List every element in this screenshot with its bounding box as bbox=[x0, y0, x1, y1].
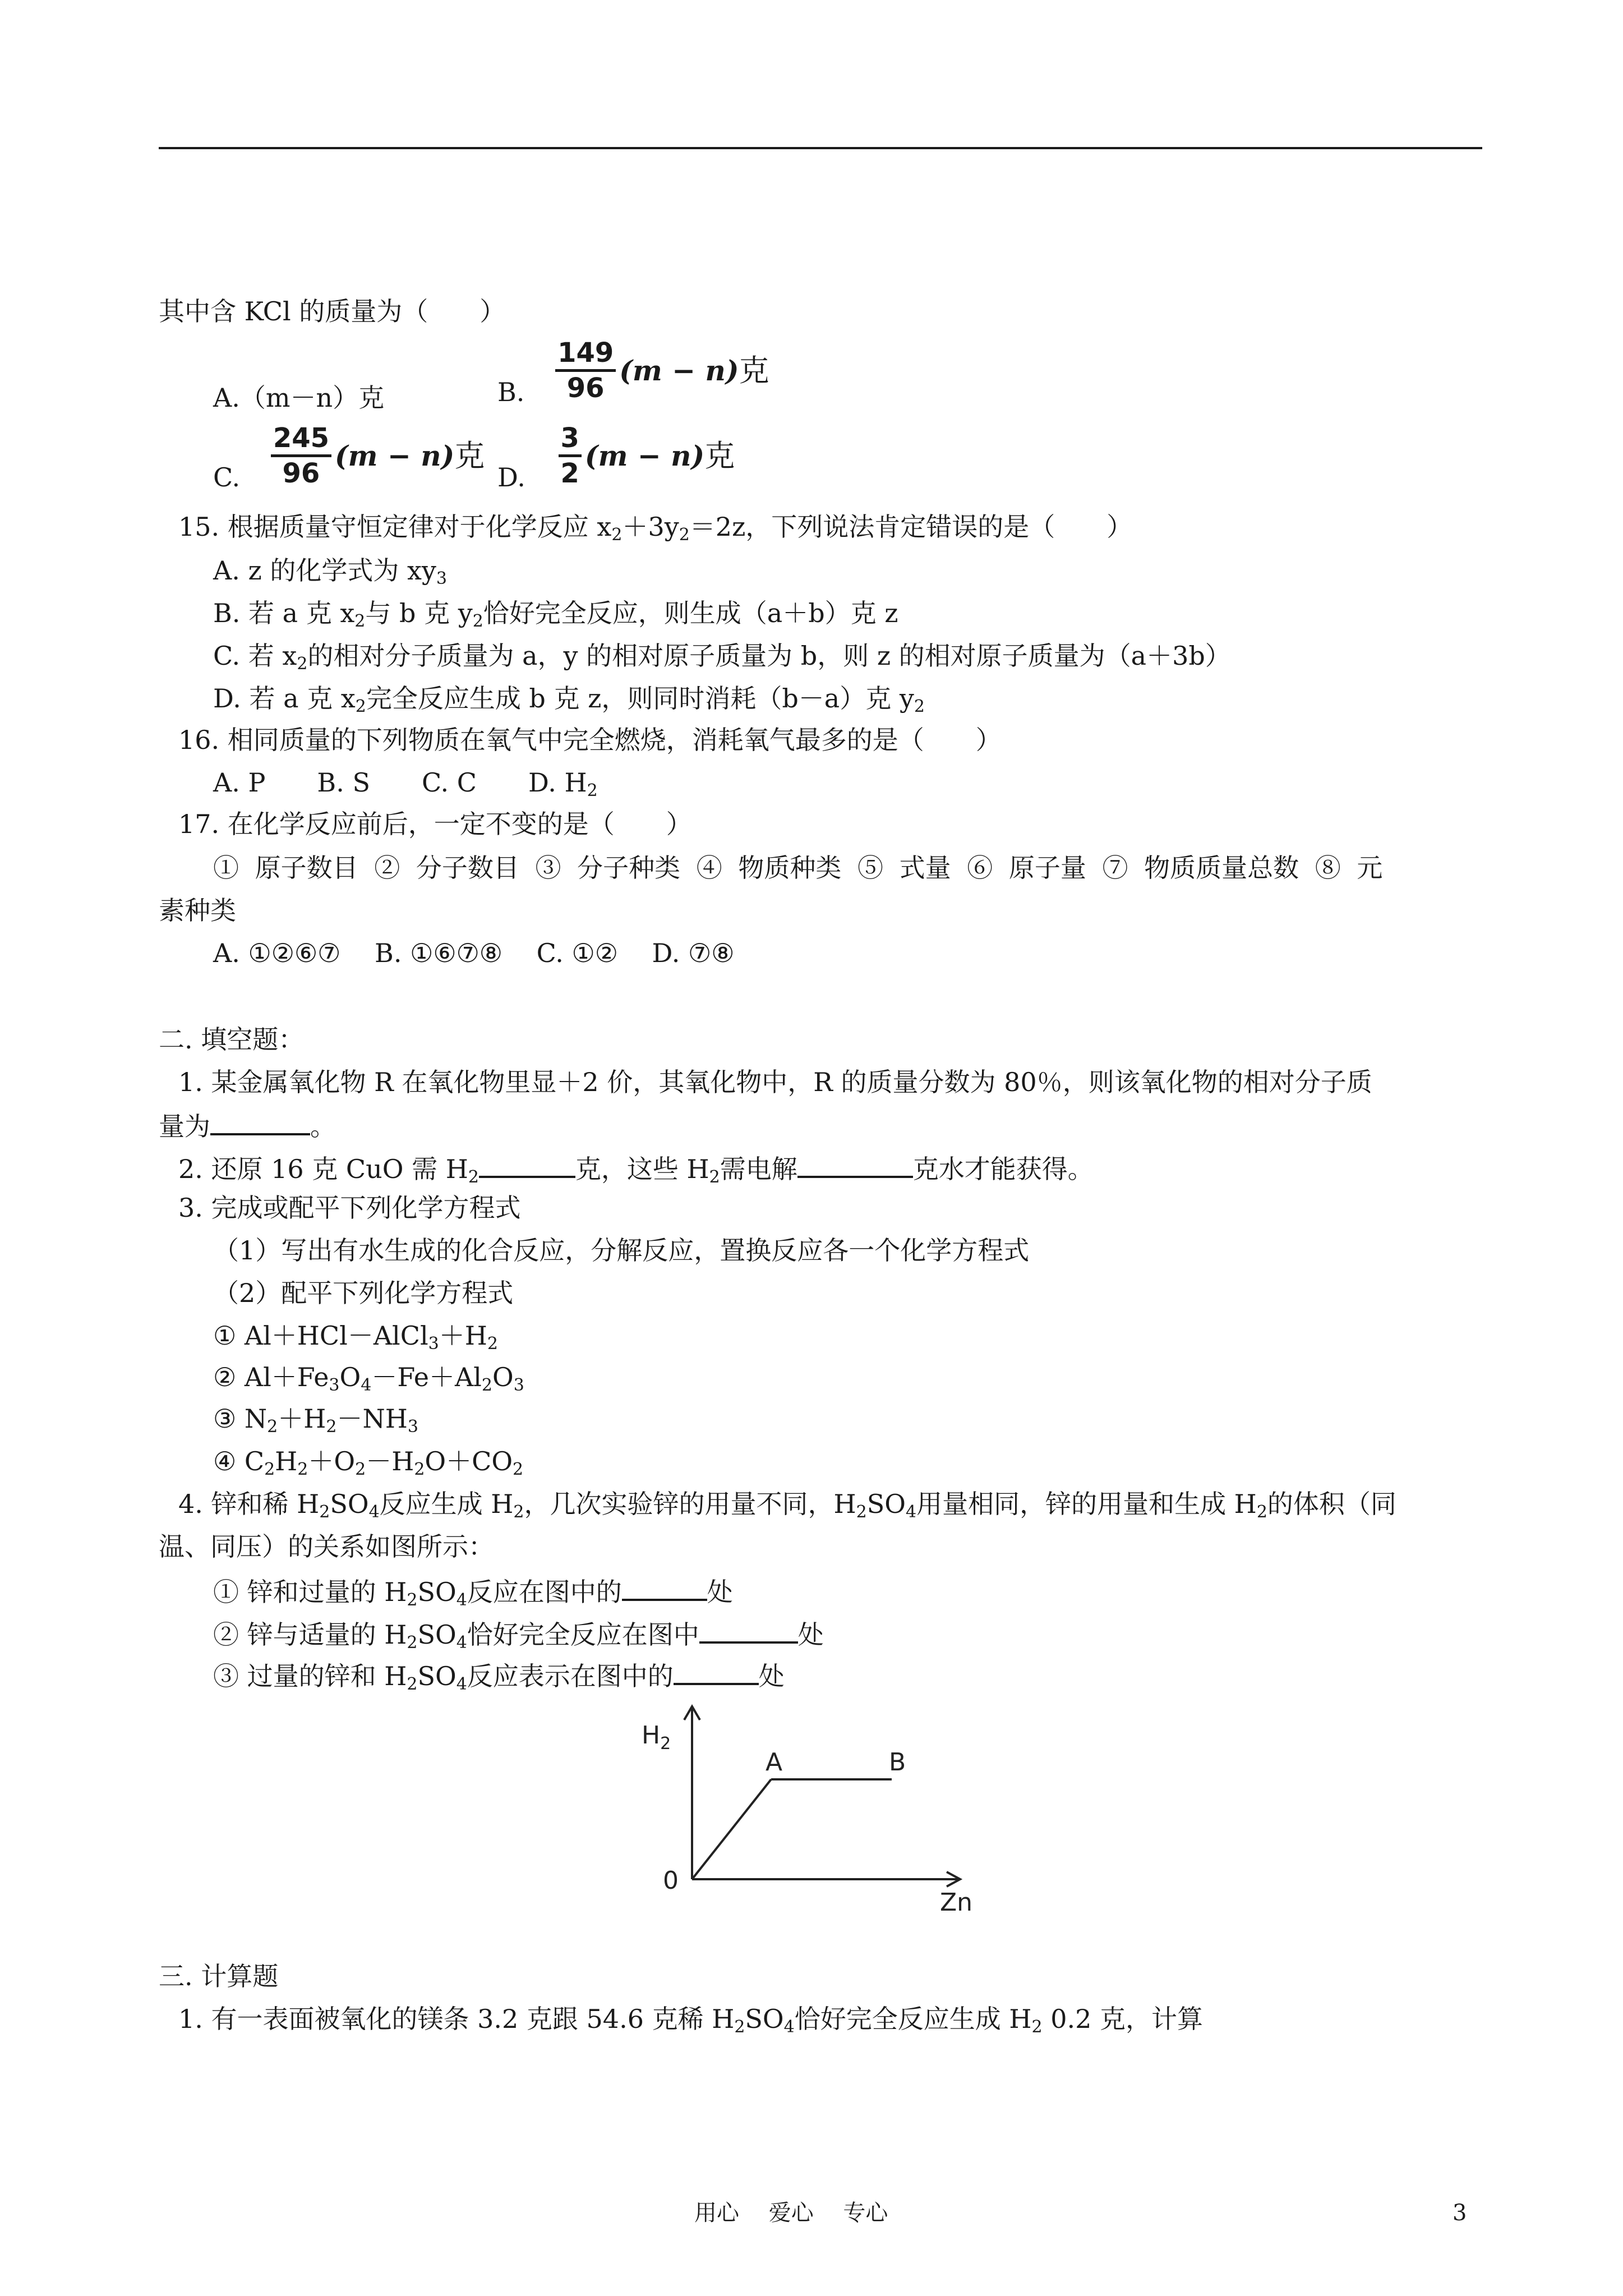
q14-option-d-label: D. bbox=[497, 462, 525, 493]
s2-q1-line2 bbox=[159, 1111, 336, 1142]
rising-segment bbox=[692, 1779, 771, 1879]
eq-text: ① Al＋HCl－AlCl bbox=[213, 1320, 428, 1351]
q4-sub: 4 bbox=[456, 1633, 467, 1653]
page-number: 3 bbox=[1453, 2200, 1467, 2226]
q4-sub: 2 bbox=[856, 1502, 867, 1522]
equation-3 bbox=[213, 1404, 418, 1437]
eq-text: －Fe＋Al bbox=[371, 1362, 482, 1392]
s3-q1 bbox=[178, 2004, 1203, 2037]
q4-text: 处 bbox=[797, 1619, 824, 1650]
eq-text: ③ N bbox=[213, 1404, 268, 1434]
q14-b-numerator: 149 bbox=[555, 339, 616, 372]
eq-sub: 3 bbox=[329, 1375, 340, 1395]
q15-d-sub: 2 bbox=[914, 697, 925, 716]
s2-q4-item2 bbox=[213, 1619, 824, 1653]
q16-options bbox=[213, 767, 598, 800]
q4-sub: 2 bbox=[1256, 1502, 1267, 1522]
section-3-heading: 三. 计算题 bbox=[159, 1961, 279, 1991]
q14-c-numerator: 245 bbox=[271, 424, 331, 457]
s2-q4-line2: 温、同压）的关系如图所示： bbox=[159, 1531, 494, 1562]
q4-text: SO bbox=[417, 1619, 457, 1650]
q14-b-expression: (m − n) bbox=[619, 353, 739, 387]
q14-option-b-label: B. bbox=[497, 376, 525, 407]
q16-stem: 16. 相同质量的下列物质在氧气中完全燃烧，消耗氧气最多的是（ ） bbox=[178, 725, 1002, 755]
q14-option-b bbox=[497, 337, 769, 407]
s2-q1-line1: 1. 某金属氧化物 R 在氧化物里显＋2 价，其氧化物中，R 的质量分数为 80％，则该氧化物的相对分子质 bbox=[178, 1067, 1372, 1097]
answer-blank[interactable] bbox=[622, 1576, 707, 1601]
q4-text: 反应在图中的 bbox=[467, 1577, 622, 1607]
eq-text: O＋CO bbox=[425, 1446, 513, 1476]
q4-text: ② 锌与适量的 H bbox=[213, 1619, 407, 1650]
eq-sub: 4 bbox=[361, 1375, 372, 1395]
q4-sub: 4 bbox=[456, 1590, 467, 1610]
answer-blank[interactable] bbox=[210, 1111, 310, 1135]
s2-q4-line1 bbox=[178, 1489, 1396, 1522]
q14-d-denominator: 2 bbox=[560, 458, 579, 490]
q4-text: ① 锌和过量的 H bbox=[213, 1577, 407, 1607]
q15-c-sub: 2 bbox=[297, 654, 308, 674]
s2-q2-text: 克，这些 H bbox=[575, 1154, 709, 1184]
q4-sub: 2 bbox=[513, 1502, 524, 1522]
eq-text: O bbox=[492, 1362, 514, 1392]
q14-c-denominator: 96 bbox=[282, 458, 320, 490]
eq-text: ④ C bbox=[213, 1446, 265, 1476]
q4-text: 反应表示在图中的 bbox=[467, 1661, 674, 1691]
eq-text: －H bbox=[366, 1446, 414, 1476]
q4-text: SO bbox=[330, 1489, 369, 1519]
q14-option-d bbox=[497, 422, 735, 493]
q14-b-unit: 克 bbox=[739, 352, 769, 388]
eq-text: ＋H bbox=[439, 1320, 487, 1351]
equation-2 bbox=[213, 1362, 524, 1395]
s3-q1-sub: 2 bbox=[734, 2017, 745, 2037]
eq-sub: 2 bbox=[414, 1460, 425, 1479]
y-axis-label: $H_2$ bbox=[642, 1721, 671, 1754]
x-axis-label: Zn bbox=[940, 1888, 973, 1913]
q4-text: 的体积（同 bbox=[1267, 1489, 1396, 1519]
q15-c-text: 的相对分子质量为 a，y 的相对原子质量为 b，则 z 的相对原子质量为（a＋3b） bbox=[307, 641, 1231, 671]
q4-text: ③ 过量的锌和 H bbox=[213, 1661, 407, 1691]
q15-option-a bbox=[213, 555, 447, 588]
s2-q2-text: 克水才能获得。 bbox=[912, 1154, 1094, 1184]
q4-sub: 4 bbox=[368, 1502, 380, 1522]
eq-sub: 2 bbox=[513, 1460, 524, 1479]
s2-q4-item3 bbox=[213, 1660, 785, 1694]
q16-options-sub: 2 bbox=[587, 781, 598, 800]
s2-q1-text: 。 bbox=[310, 1111, 336, 1142]
q4-text: SO bbox=[417, 1661, 457, 1691]
s2-q2-text: 需电解 bbox=[720, 1154, 797, 1184]
q15-b-sub: 2 bbox=[472, 611, 483, 631]
eq-sub: 2 bbox=[481, 1375, 492, 1395]
q4-sub: 2 bbox=[407, 1590, 418, 1610]
q17-stem: 17. 在化学反应前后，一定不变的是（ ） bbox=[178, 809, 692, 839]
q15-option-d bbox=[213, 683, 925, 716]
eq-text: ＋H bbox=[278, 1404, 326, 1434]
eq-sub: 3 bbox=[407, 1417, 418, 1437]
s3-q1-sub: 2 bbox=[1031, 2017, 1043, 2037]
q15-stem-sub: 2 bbox=[679, 525, 690, 545]
answer-blank[interactable] bbox=[699, 1619, 798, 1644]
s2-q2-sub: 2 bbox=[468, 1167, 479, 1187]
q4-text: SO bbox=[866, 1489, 906, 1519]
origin-label: 0 bbox=[663, 1866, 679, 1895]
q4-sub: 2 bbox=[407, 1633, 418, 1653]
eq-sub: 2 bbox=[487, 1334, 498, 1354]
q15-b-text: 与 b 克 y bbox=[365, 598, 473, 628]
q15-b-text: B. 若 a 克 x bbox=[213, 598, 355, 628]
q14-c-unit: 克 bbox=[454, 438, 485, 473]
q4-text: 处 bbox=[758, 1661, 785, 1691]
eq-text: －NH bbox=[336, 1404, 408, 1434]
q4-text: 4. 锌和稀 H bbox=[178, 1489, 320, 1519]
q4-text: 处 bbox=[707, 1577, 733, 1607]
q14-option-c-fraction bbox=[271, 424, 331, 488]
answer-blank[interactable] bbox=[674, 1660, 759, 1685]
q14-option-a: A.（m－n）克 bbox=[213, 383, 385, 413]
q14-stem: 其中含 KCl 的质量为（ ） bbox=[159, 296, 506, 326]
q15-a-text: A. z 的化学式为 xy bbox=[213, 555, 436, 586]
eq-sub: 3 bbox=[428, 1334, 439, 1354]
s2-q2-text: 2. 还原 16 克 CuO 需 H bbox=[178, 1154, 468, 1184]
q15-c-text: C. 若 x bbox=[213, 641, 297, 671]
q15-b-sub: 2 bbox=[354, 611, 366, 631]
q14-option-c bbox=[213, 422, 485, 493]
s3-q1-text: 0.2 克，计算 bbox=[1042, 2004, 1203, 2034]
q14-b-denominator: 96 bbox=[566, 372, 605, 404]
q14-d-expression: (m − n) bbox=[584, 439, 705, 472]
header-rule bbox=[159, 147, 1482, 149]
s2-q2 bbox=[178, 1153, 1094, 1187]
point-a-label: A bbox=[766, 1748, 783, 1777]
footer-motto: 用心 爱心 专心 bbox=[694, 2200, 888, 2226]
q15-option-c bbox=[213, 641, 1231, 674]
answer-blank[interactable] bbox=[479, 1153, 575, 1178]
q4-text: 用量相同，锌的用量和生成 H bbox=[916, 1489, 1257, 1519]
equation-1 bbox=[213, 1320, 498, 1354]
s3-q1-sub: 4 bbox=[783, 2017, 795, 2037]
q15-stem-text: 15. 根据质量守恒定律对于化学反应 x bbox=[178, 512, 612, 542]
eq-sub: 2 bbox=[297, 1460, 308, 1479]
q14-option-d-fraction bbox=[559, 424, 582, 488]
eq-sub: 3 bbox=[513, 1375, 524, 1395]
q14-option-b-fraction bbox=[555, 339, 616, 403]
s3-q1-text: 恰好完全反应生成 H bbox=[794, 2004, 1032, 2034]
q15-d-sub: 2 bbox=[355, 697, 366, 716]
q15-d-text: D. 若 a 克 x bbox=[213, 683, 356, 714]
q17-options: A. ①②⑥⑦ B. ①⑥⑦⑧ C. ①② D. ⑦⑧ bbox=[213, 938, 735, 968]
s2-q1-text: 量为 bbox=[159, 1111, 210, 1142]
q14-option-c-label: C. bbox=[213, 462, 241, 493]
q4-sub: 2 bbox=[319, 1502, 330, 1522]
s3-q1-text: SO bbox=[745, 2004, 784, 2034]
q4-text: 恰好完全反应在图中 bbox=[467, 1619, 699, 1650]
eq-sub: 2 bbox=[267, 1417, 278, 1437]
s2-q3-sub2: （2）配平下列化学方程式 bbox=[213, 1278, 514, 1308]
eq-sub: 2 bbox=[355, 1460, 366, 1479]
eq-sub: 2 bbox=[264, 1460, 275, 1479]
q15-d-text: 完全反应生成 b 克 z，则同时消耗（b－a）克 y bbox=[366, 683, 914, 714]
q15-b-text: 恰好完全反应，则生成（a＋b）克 z bbox=[483, 598, 898, 628]
q14-d-numerator: 3 bbox=[559, 424, 582, 457]
q17-items: ① 原子数目 ② 分子数目 ③ 分子种类 ④ 物质种类 ⑤ 式量 ⑥ 原子量 ⑦ 物质质量总数 ⑧ 元 bbox=[213, 853, 1383, 883]
eq-text: H bbox=[275, 1446, 298, 1476]
s2-q2-sub: 2 bbox=[709, 1167, 720, 1187]
s2-q3-stem: 3. 完成或配平下列化学方程式 bbox=[178, 1193, 521, 1223]
q15-a-sub: 3 bbox=[436, 569, 447, 588]
q4-sub: 4 bbox=[905, 1502, 917, 1522]
q4-sub: 2 bbox=[407, 1674, 418, 1694]
q15-stem bbox=[178, 512, 1133, 545]
s2-q3-sub1: （1）写出有水生成的化合反应，分解反应，置换反应各一个化学方程式 bbox=[213, 1235, 1030, 1266]
q4-text: ，几次实验锌的用量不同，H bbox=[524, 1489, 856, 1519]
q4-sub: 4 bbox=[456, 1674, 467, 1694]
section-2-heading: 二. 填空题： bbox=[159, 1024, 305, 1055]
q17-items-continued: 素种类 bbox=[159, 895, 236, 926]
q4-text: SO bbox=[417, 1577, 457, 1607]
q14-c-expression: (m − n) bbox=[335, 439, 455, 472]
q14-d-unit: 克 bbox=[704, 438, 735, 473]
point-b-label: B bbox=[889, 1748, 906, 1777]
q15-stem-text: ＝2z，下列说法肯定错误的是（ ） bbox=[689, 512, 1133, 542]
q4-text: 反应生成 H bbox=[379, 1489, 514, 1519]
s2-q4-item1 bbox=[213, 1576, 733, 1610]
eq-text: O bbox=[339, 1362, 361, 1392]
q15-stem-sub: 2 bbox=[611, 525, 623, 545]
equation-4 bbox=[213, 1446, 524, 1479]
zn-h2-graph bbox=[628, 1694, 987, 1913]
q15-option-b bbox=[213, 598, 898, 631]
answer-blank[interactable] bbox=[797, 1153, 913, 1178]
eq-text: ② Al＋Fe bbox=[213, 1362, 329, 1392]
eq-text: ＋O bbox=[308, 1446, 356, 1476]
q16-options-text: A. P B. S C. C D. H bbox=[213, 767, 587, 798]
q15-stem-text: ＋3y bbox=[622, 512, 679, 542]
eq-sub: 2 bbox=[326, 1417, 337, 1437]
s3-q1-text: 1. 有一表面被氧化的镁条 3.2 克跟 54.6 克稀 H bbox=[178, 2004, 735, 2034]
